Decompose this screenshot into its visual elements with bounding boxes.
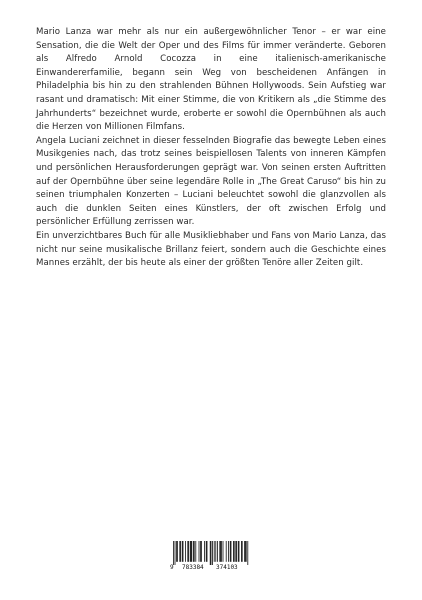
barcode-bar — [220, 541, 221, 562]
barcode-bar — [188, 541, 189, 562]
barcode-bar — [187, 541, 188, 562]
barcode-bar — [199, 541, 200, 562]
barcode-bar — [247, 541, 248, 565]
barcode-bar — [207, 541, 208, 562]
barcode-bar — [173, 541, 174, 565]
barcode-bar — [194, 541, 195, 562]
barcode-bar — [190, 541, 191, 562]
isbn-barcode — [170, 541, 252, 573]
barcode-bar — [185, 541, 186, 562]
barcode-bar — [177, 541, 178, 562]
barcode-bar — [179, 541, 180, 562]
barcode-bar — [200, 541, 201, 562]
barcode-bar — [212, 541, 213, 565]
barcode-bar — [244, 541, 245, 562]
blurb-paragraph-3: Ein unverzichtbares Buch für alle Musikliebhaber und Fans von Mario Lanza, das nicht nur seine musikalische Brillanz feiert, sondern auch die Geschichte eines Mannes erzählt, der bis heute als einer der größten Tenöre aller Zeiten gilt. — [36, 230, 386, 269]
barcode-bar — [245, 541, 246, 562]
barcode-right-digits: 374103 — [216, 564, 238, 571]
barcode-bar — [183, 541, 184, 562]
barcode-bar — [210, 541, 211, 565]
barcode-bar — [231, 541, 232, 562]
barcode-bar — [211, 541, 212, 565]
barcode-bar — [182, 541, 183, 562]
barcode-bar — [223, 541, 224, 562]
barcode-bars — [173, 541, 249, 565]
barcode-bar — [215, 541, 216, 562]
blurb-paragraph-1: Mario Lanza war mehr als nur ein außergewöhnlicher Tenor – er war eine Sensation, die die Welt der Oper und des Films für immer veränderte. Geboren als Alfredo Arnold Cocozza in eine italienisch-amerikanische Einwandererfamilie, begann sein Weg von bescheidenen Anfängen in Philadelphia bis hin zu den strahlenden Bühnen Hollywoods. Sein Aufstieg war rasant und dramatisch: Mit einer Stimme, die von Kritikern als „die Stimme des Jahrhunderts“ bezeichnet wurde, eroberte er sowohl die Opernbühnen als auch die Herzen von Millionen Filmfans. — [36, 27, 386, 133]
barcode-bar — [180, 541, 181, 562]
barcode-left-digits: 783384 — [182, 564, 204, 571]
barcode-bar — [217, 541, 218, 562]
barcode-bar — [226, 541, 227, 562]
barcode-bar — [204, 541, 205, 562]
barcode-bar — [219, 541, 220, 562]
barcode-bar — [242, 541, 243, 562]
barcode-bar — [234, 541, 235, 562]
blurb-text — [36, 26, 386, 271]
barcode-bar — [239, 541, 240, 562]
barcode-bar — [238, 541, 239, 562]
barcode-bar — [191, 541, 192, 562]
barcode-bar — [195, 541, 196, 562]
barcode-bar — [206, 541, 207, 562]
barcode-bar — [214, 541, 215, 562]
barcode-bar — [193, 541, 194, 562]
barcode-bar — [230, 541, 231, 562]
barcode-bar — [246, 541, 247, 562]
barcode-bar — [191, 541, 192, 562]
barcode-first-digit: 9 — [170, 564, 174, 571]
barcode-bar — [235, 541, 236, 562]
barcode-bar — [201, 541, 202, 562]
barcode-bar — [241, 541, 242, 562]
barcode-bar — [176, 541, 177, 562]
barcode-bar — [221, 541, 222, 562]
barcode-bar — [236, 541, 237, 562]
barcode-bar — [175, 541, 176, 565]
blurb-paragraph-2: Angela Luciani zeichnet in dieser fesselnden Biografie das bewegte Leben eines Musikgenies nach, das trotz seines beispiellosen Talents von inneren Kämpfen und persönlichen Herausforderungen geprägt war. Von seinen ersten Auftritten auf der Opernbühne über seine legendäre Rolle in „The Great Caruso“ bis hin zu seinen triumphalen Konzerten – Luciani beleuchtet sowohl die glanzvollen als auch die dunklen Seiten eines Künstlers, der oft zwischen Erfolg und persönlicher Erfüllung zerrissen war. — [36, 135, 386, 228]
barcode-bar — [233, 541, 234, 562]
barcode-bar — [228, 541, 229, 562]
